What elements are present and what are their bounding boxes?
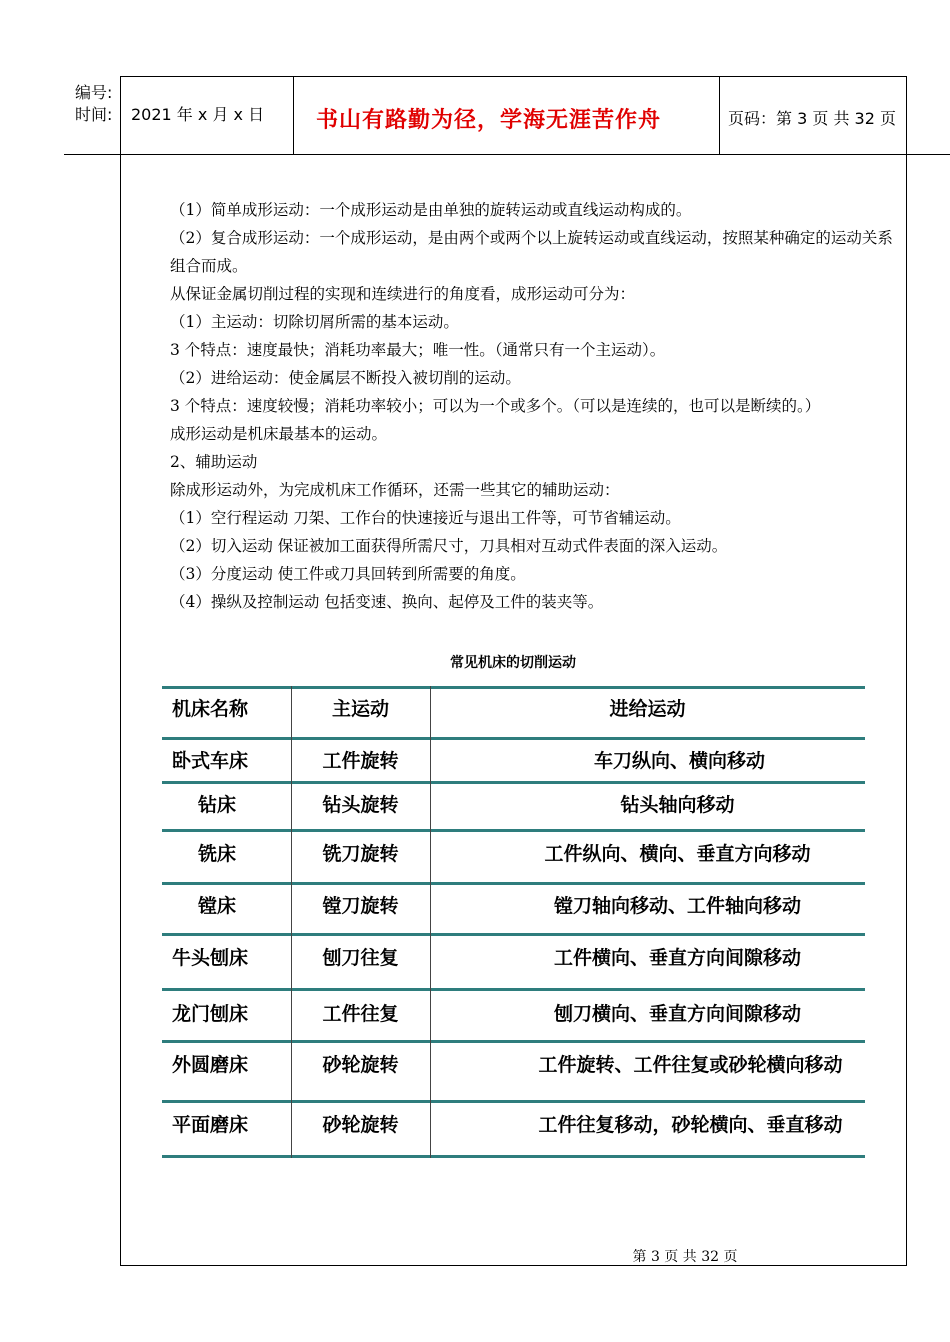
table-cell: 平面磨床 bbox=[172, 1114, 249, 1136]
table-cell: 镗刀旋转 bbox=[322, 895, 399, 917]
table-cell: 铣刀旋转 bbox=[322, 843, 399, 865]
table-cell: 工件旋转 bbox=[322, 750, 399, 772]
footer-page-number: 第 3 页 共 32 页 bbox=[632, 1249, 738, 1265]
page-left-border bbox=[120, 76, 121, 1266]
body-line: （1）空行程运动 刀架、工作台的快速接近与退出工件等，可节省辅运动。 bbox=[170, 509, 681, 527]
body-line: 除成形运动外，为完成机床工作循环，还需一些其它的辅助运动： bbox=[170, 481, 620, 499]
header-divider-1 bbox=[293, 76, 294, 154]
number-label: 编号: bbox=[75, 83, 113, 102]
table-rule bbox=[162, 882, 865, 885]
body-line: （1）简单成形运动：一个成形运动是由单独的旋转运动或直线运动构成的。 bbox=[170, 201, 692, 219]
page-right-border bbox=[906, 76, 907, 1266]
table-cell: 刨刀往复 bbox=[322, 947, 399, 969]
body-line: （2）切入运动 保证被加工面获得所需尺寸，刀具相对互动式件表面的深入运动。 bbox=[170, 537, 728, 555]
body-line: 2、辅助运动 bbox=[170, 453, 258, 471]
table-header-feed-motion: 进给运动 bbox=[609, 698, 686, 720]
motto-text: 书山有路勤为径，学海无涯苦作舟 bbox=[316, 108, 662, 133]
body-line: （2）进给运动：使金属层不断投入被切削的运动。 bbox=[170, 369, 521, 387]
table-cell: 刨刀横向、垂直方向间隙移动 bbox=[553, 1003, 801, 1025]
header-top-rule bbox=[120, 76, 906, 77]
table-caption: 常见机床的切削运动 bbox=[450, 655, 576, 671]
table-cell: 铣床 bbox=[197, 843, 236, 865]
table-cell: 镗床 bbox=[197, 895, 236, 917]
table-cell: 砂轮旋转 bbox=[322, 1054, 399, 1076]
body-line: 成形运动是机床最基本的运动。 bbox=[170, 425, 388, 443]
table-header-machine: 机床名称 bbox=[172, 698, 249, 720]
table-rule bbox=[162, 1155, 865, 1158]
time-label: 时间: bbox=[75, 105, 113, 124]
table-rule bbox=[162, 1100, 865, 1103]
header-divider-2 bbox=[719, 76, 720, 154]
table-rule bbox=[162, 686, 865, 689]
table-cell: 外圆磨床 bbox=[172, 1054, 249, 1076]
table-rule bbox=[162, 737, 865, 740]
cutting-motion-table bbox=[162, 686, 865, 1158]
body-line bbox=[130, 224, 900, 280]
body-line: 3 个特点：速度最快；消耗功率最大；唯一性。（通常只有一个主运动）。 bbox=[170, 341, 666, 359]
table-cell: 钻头旋转 bbox=[322, 794, 399, 816]
table-rule bbox=[162, 988, 865, 991]
body-text bbox=[170, 196, 900, 616]
body-line-text: （2）复合成形运动：一个成形运动，是由两个或两个以上旋转运动或直线运动，按照某种确定的运动关系组合而成。 bbox=[170, 229, 893, 275]
table-cell: 龙门刨床 bbox=[172, 1003, 249, 1025]
table-header-main-motion: 主运动 bbox=[331, 698, 389, 720]
body-line bbox=[170, 392, 900, 420]
table-rule bbox=[162, 1040, 865, 1043]
body-line-text: 3 个特点：速度较慢；消耗功率较小；可以为一个或多个。（可以是连续的，也可以是断续的。） bbox=[170, 397, 821, 415]
body-line: （1）主运动：切除切屑所需的基本运动。 bbox=[170, 313, 459, 331]
table-cell: 工件往复移动，砂轮横向、垂直移动 bbox=[538, 1114, 843, 1136]
table-cell: 镗刀轴向移动、工件轴向移动 bbox=[553, 895, 801, 917]
table-cell: 车刀纵向、横向移动 bbox=[593, 750, 765, 772]
table-cell: 砂轮旋转 bbox=[322, 1114, 399, 1136]
table-cell: 工件纵向、横向、垂直方向移动 bbox=[544, 843, 811, 865]
table-cell: 工件往复 bbox=[322, 1003, 399, 1025]
table-cell: 卧式车床 bbox=[172, 750, 249, 772]
table-cell: 牛头刨床 bbox=[172, 947, 249, 969]
body-line: （3）分度运动 使工件或刀具回转到所需要的角度。 bbox=[170, 565, 526, 583]
header-bottom-rule bbox=[64, 154, 950, 155]
body-line: 从保证金属切削过程的实现和连续进行的角度看，成形运动可分为： bbox=[170, 285, 636, 303]
body-line: （4）操纵及控制运动 包括变速、换向、起停及工件的装夹等。 bbox=[170, 593, 604, 611]
table-cell: 工件旋转、工件往复或砂轮横向移动 bbox=[538, 1054, 843, 1076]
table-rule bbox=[162, 781, 865, 784]
page-info: 页码：第 3 页 共 32 页 bbox=[728, 109, 896, 128]
table-cell: 钻头轴向移动 bbox=[620, 794, 735, 816]
table-rule bbox=[162, 933, 865, 936]
date-text: 2021 年 x 月 x 日 bbox=[131, 105, 265, 124]
table-cell: 钻床 bbox=[197, 794, 236, 816]
table-cell: 工件横向、垂直方向间隙移动 bbox=[553, 947, 801, 969]
table-rule bbox=[162, 829, 865, 832]
